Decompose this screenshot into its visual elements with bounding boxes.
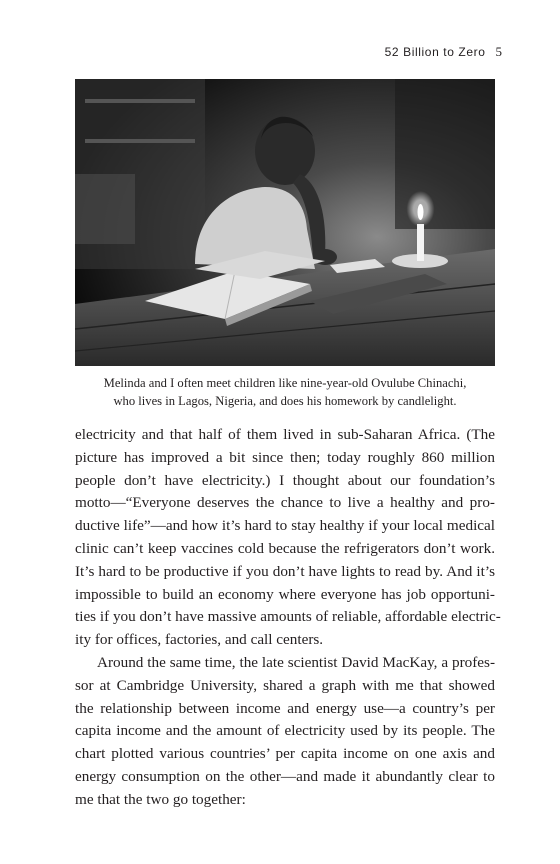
text-line: capita income and the amount of electricity used by its people. The	[75, 722, 495, 740]
text-line: energy consumption on the other—and made it abundantly clear to	[75, 767, 495, 785]
page-number: 5	[495, 44, 502, 59]
caption-line: who lives in Lagos, Nigeria, and does his homework by candlelight.	[113, 394, 457, 408]
running-head	[385, 44, 502, 60]
caption-line: Melinda and I often meet children like nine-year-old Ovulube Chinachi,	[103, 376, 467, 390]
candlelight-photo	[75, 79, 495, 366]
figure-caption	[75, 374, 495, 410]
text-line: ties if you don’t have massive amounts of reliable, affordable electric-	[75, 608, 501, 626]
text-line: sor at Cambridge University, shared a graph with me that showed	[75, 676, 495, 694]
paragraph	[75, 424, 501, 652]
text-line: ity for offices, factories, and call centers.	[75, 631, 324, 649]
text-line: It’s hard to be productive if you don’t have lights to read by. And it’s	[75, 562, 495, 580]
text-line: the relationship between income and energy use—a country’s per	[75, 699, 495, 717]
text-line: chart plotted various countries’ per capita income on one axis and	[75, 745, 495, 763]
text-line: clinic can’t keep vaccines cold because the refrigerators don’t work.	[75, 539, 495, 557]
text-line: people don’t have electricity.) I thought about our foundation’s	[75, 471, 495, 489]
text-line: ductive life”—and how it’s hard to stay healthy if your local medical	[75, 517, 495, 535]
text-line: picture has improved a bit since then; today roughly 860 million	[75, 448, 495, 466]
text-line: me that the two go together:	[75, 790, 246, 808]
paragraph	[75, 652, 495, 812]
text-line: electricity and that half of them lived in sub-Saharan Africa. (The	[75, 426, 495, 443]
body-text	[75, 424, 501, 812]
chapter-title: 52 Billion to Zero	[384, 45, 486, 59]
text-line: impossible to build an economy where everyone has job opportuni-	[75, 585, 495, 603]
text-line: Around the same time, the late scientist David MacKay, a profes-	[97, 653, 495, 671]
photo-illustration	[75, 79, 495, 366]
text-line: motto—“Everyone deserves the chance to live a healthy and pro-	[75, 494, 495, 512]
